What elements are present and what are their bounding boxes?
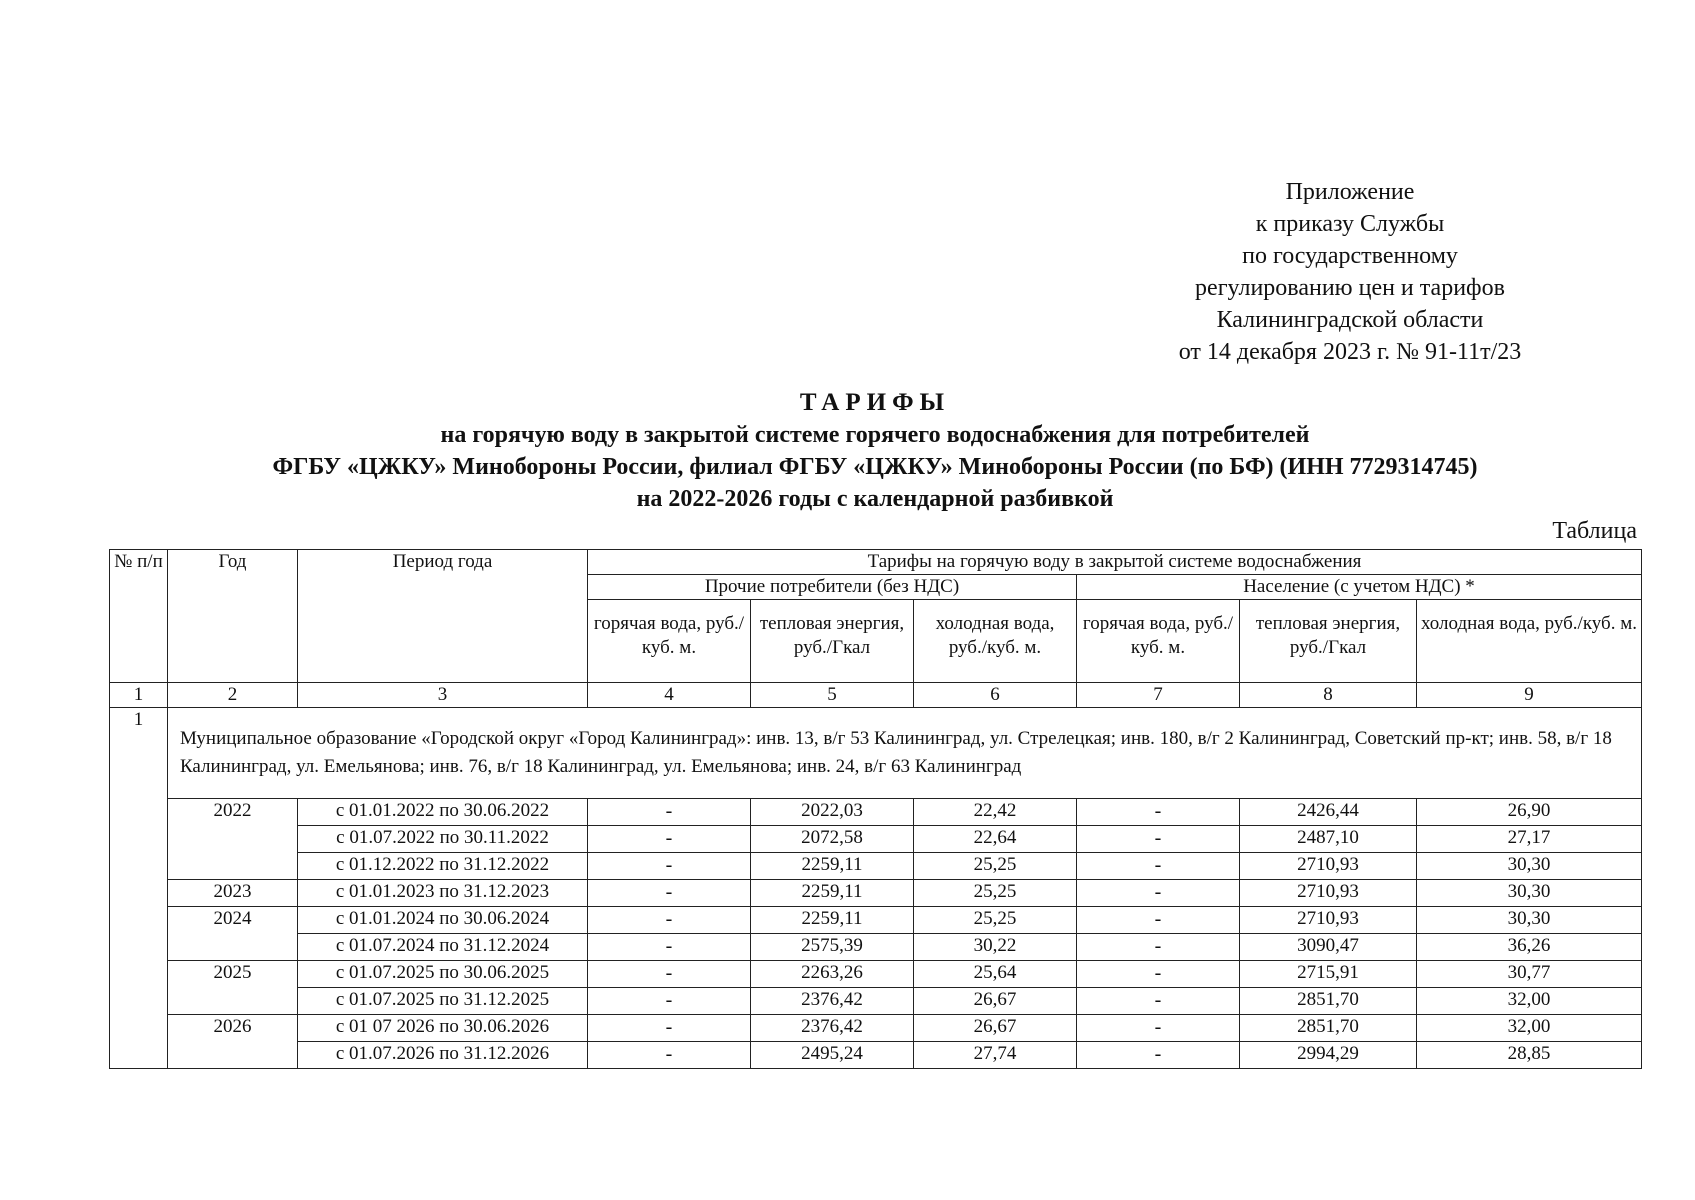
value-cell-c8: 3090,47	[1240, 934, 1417, 961]
column-number: 7	[1077, 683, 1240, 708]
header-col5: тепловая энергия, руб./Гкал	[751, 600, 914, 683]
section-row	[110, 708, 1642, 799]
table-row	[110, 826, 1642, 853]
period-cell: с 01.07.2026 по 31.12.2026	[298, 1042, 588, 1069]
value-cell-c8: 2710,93	[1240, 907, 1417, 934]
column-number: 2	[168, 683, 298, 708]
year-cell: 2026	[168, 1015, 298, 1069]
value-cell-c6: 25,64	[914, 961, 1077, 988]
value-cell-c9: 32,00	[1417, 1015, 1642, 1042]
section-text: Муниципальное образование «Городской округ «Город Калининград»: инв. 13, в/г 53 Калининград, ул. Стрелецкая; инв. 180, в/г 2 Калининград, Советский пр-кт; инв. 58, в/г 18 Калининград, ул. Емельянова; инв. 76, в/г 18 Калининград, ул. Емельянова; инв. 24, в/г 63 Калининград	[168, 708, 1642, 799]
value-cell-c9: 30,30	[1417, 907, 1642, 934]
column-number: 6	[914, 683, 1077, 708]
value-cell-c7: -	[1077, 826, 1240, 853]
table-row	[110, 853, 1642, 880]
period-cell: с 01 07 2026 по 30.06.2026	[298, 1015, 588, 1042]
value-cell-c5: 2259,11	[751, 907, 914, 934]
year-cell: 2025	[168, 961, 298, 1015]
value-cell-c9: 26,90	[1417, 799, 1642, 826]
value-cell-c5: 2376,42	[751, 988, 914, 1015]
header-col7: горячая вода, руб./куб. м.	[1077, 600, 1240, 683]
table-row	[110, 799, 1642, 826]
value-cell-c9: 30,30	[1417, 880, 1642, 907]
value-cell-c8: 2994,29	[1240, 1042, 1417, 1069]
value-cell-c4: -	[588, 934, 751, 961]
value-cell-c7: -	[1077, 1015, 1240, 1042]
value-cell-c8: 2710,93	[1240, 880, 1417, 907]
period-cell: с 01.07.2024 по 31.12.2024	[298, 934, 588, 961]
section-num: 1	[110, 708, 168, 1069]
value-cell-c5: 2575,39	[751, 934, 914, 961]
period-cell: с 01.12.2022 по 31.12.2022	[298, 853, 588, 880]
value-cell-c9: 36,26	[1417, 934, 1642, 961]
year-cell: 2022	[168, 799, 298, 880]
table-row	[110, 961, 1642, 988]
value-cell-c7: -	[1077, 907, 1240, 934]
year-cell: 2024	[168, 907, 298, 961]
value-cell-c6: 27,74	[914, 1042, 1077, 1069]
title-subtitle-3: на 2022-2026 годы с календарной разбивкой	[636, 486, 1114, 512]
value-cell-c9: 27,17	[1417, 826, 1642, 853]
tariff-table	[109, 549, 1642, 1069]
table-row	[110, 988, 1642, 1015]
header-col9: холодная вода, руб./куб. м.	[1417, 600, 1642, 683]
value-cell-c6: 26,67	[914, 1015, 1077, 1042]
value-cell-c8: 2851,70	[1240, 1015, 1417, 1042]
period-cell: с 01.01.2024 по 30.06.2024	[298, 907, 588, 934]
column-number: 8	[1240, 683, 1417, 708]
value-cell-c9: 30,30	[1417, 853, 1642, 880]
value-cell-c5: 2495,24	[751, 1042, 914, 1069]
value-cell-c6: 30,22	[914, 934, 1077, 961]
table-row	[110, 1015, 1642, 1042]
header-other-consumers: Прочие потребители (без НДС)	[588, 575, 1077, 600]
value-cell-c6: 22,64	[914, 826, 1077, 853]
document-title	[100, 387, 1650, 515]
appendix-line: Калининградской области	[1216, 307, 1484, 333]
title-subtitle-2: ФГБУ «ЦЖКУ» Минобороны России, филиал ФГБУ «ЦЖКУ» Минобороны России (по БФ) (ИНН 7729314745)	[272, 454, 1478, 480]
header-num: № п/п	[110, 550, 168, 683]
value-cell-c4: -	[588, 988, 751, 1015]
column-number: 9	[1417, 683, 1642, 708]
appendix-line: к приказу Службы	[1255, 211, 1445, 237]
value-cell-c8: 2426,44	[1240, 799, 1417, 826]
value-cell-c8: 2487,10	[1240, 826, 1417, 853]
value-cell-c6: 26,67	[914, 988, 1077, 1015]
table-row	[110, 907, 1642, 934]
value-cell-c4: -	[588, 853, 751, 880]
appendix-line: от 14 декабря 2023 г. № 91-11т/23	[1178, 339, 1522, 365]
value-cell-c4: -	[588, 799, 751, 826]
value-cell-c6: 25,25	[914, 880, 1077, 907]
value-cell-c4: -	[588, 961, 751, 988]
value-cell-c9: 30,77	[1417, 961, 1642, 988]
header-col4: горячая вода, руб./куб. м.	[588, 600, 751, 683]
header-col6: холодная вода, руб./куб. м.	[914, 600, 1077, 683]
title-subtitle-1: на горячую воду в закрытой системе горячего водоснабжения для потребителей	[440, 422, 1310, 448]
value-cell-c8: 2851,70	[1240, 988, 1417, 1015]
period-cell: с 01.07.2025 по 31.12.2025	[298, 988, 588, 1015]
value-cell-c9: 32,00	[1417, 988, 1642, 1015]
header-period: Период года	[298, 550, 588, 683]
appendix-line: Приложение	[1285, 179, 1415, 205]
value-cell-c7: -	[1077, 961, 1240, 988]
title-main: ТАРИФЫ	[799, 389, 951, 416]
column-numbers-row	[110, 683, 1642, 708]
value-cell-c5: 2263,26	[751, 961, 914, 988]
appendix-line: регулированию цен и тарифов	[1195, 275, 1505, 301]
value-cell-c5: 2072,58	[751, 826, 914, 853]
value-cell-c8: 2710,93	[1240, 853, 1417, 880]
column-number: 3	[298, 683, 588, 708]
header-population: Население (с учетом НДС) *	[1077, 575, 1642, 600]
period-cell: с 01.07.2022 по 30.11.2022	[298, 826, 588, 853]
table-label: Таблица	[1552, 518, 1637, 544]
table-row	[110, 880, 1642, 907]
value-cell-c7: -	[1077, 1042, 1240, 1069]
value-cell-c4: -	[588, 826, 751, 853]
value-cell-c8: 2715,91	[1240, 961, 1417, 988]
value-cell-c7: -	[1077, 853, 1240, 880]
period-cell: с 01.07.2025 по 30.06.2025	[298, 961, 588, 988]
value-cell-c7: -	[1077, 934, 1240, 961]
period-cell: с 01.01.2023 по 31.12.2023	[298, 880, 588, 907]
value-cell-c4: -	[588, 907, 751, 934]
value-cell-c7: -	[1077, 799, 1240, 826]
table-row	[110, 934, 1642, 961]
period-cell: с 01.01.2022 по 30.06.2022	[298, 799, 588, 826]
year-cell: 2023	[168, 880, 298, 907]
column-number: 4	[588, 683, 751, 708]
value-cell-c7: -	[1077, 880, 1240, 907]
value-cell-c5: 2376,42	[751, 1015, 914, 1042]
value-cell-c9: 28,85	[1417, 1042, 1642, 1069]
table-row	[110, 1042, 1642, 1069]
value-cell-c6: 25,25	[914, 853, 1077, 880]
value-cell-c5: 2022,03	[751, 799, 914, 826]
appendix-line: по государственному	[1242, 243, 1458, 269]
appendix-block	[1100, 176, 1600, 368]
column-number: 1	[110, 683, 168, 708]
value-cell-c4: -	[588, 1042, 751, 1069]
value-cell-c5: 2259,11	[751, 853, 914, 880]
value-cell-c7: -	[1077, 988, 1240, 1015]
value-cell-c4: -	[588, 880, 751, 907]
header-col8: тепловая энергия, руб./Гкал	[1240, 600, 1417, 683]
value-cell-c5: 2259,11	[751, 880, 914, 907]
header-tariffs: Тарифы на горячую воду в закрытой системе водоснабжения	[588, 550, 1642, 575]
header-year: Год	[168, 550, 298, 683]
column-number: 5	[751, 683, 914, 708]
value-cell-c4: -	[588, 1015, 751, 1042]
value-cell-c6: 22,42	[914, 799, 1077, 826]
value-cell-c6: 25,25	[914, 907, 1077, 934]
